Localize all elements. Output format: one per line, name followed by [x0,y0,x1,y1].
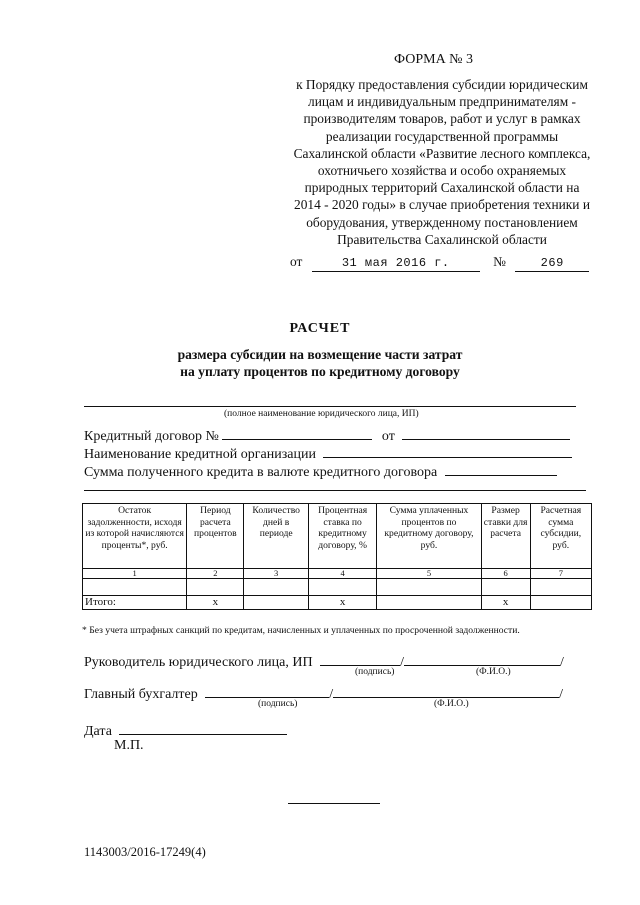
column-number: 6 [481,569,530,579]
slash: / [559,655,564,670]
column-number: 4 [308,569,376,579]
credit-agreement-number-field[interactable] [222,425,372,440]
table-cell[interactable] [83,579,187,596]
total-label: Итого: [83,596,187,610]
signature-caption: (подпись) [355,667,395,677]
order-reference [290,254,589,272]
column-header: Процентная ставка по кредитному договору, % [308,504,376,569]
order-date: 31 мая 2016 г. [312,256,480,272]
credit-amount-continuation-line[interactable] [84,490,586,491]
total-cell: х [308,596,376,610]
table-cell[interactable] [308,579,376,596]
column-header: Размер ставки для расчета [481,504,530,569]
appendix-line: 2014 - 2020 годы» в случае приобретения техники и [294,197,590,213]
appendix-line: реализации государственной программы [325,128,559,144]
number-label: № [493,254,506,269]
column-number: 3 [244,569,308,579]
document-title: РАСЧЕТ [289,321,351,336]
total-cell[interactable] [377,596,481,610]
appendix-reference [262,76,622,248]
signature-caption: (подпись) [258,699,298,709]
credit-agreement-from-label: от [381,429,395,444]
footnote: * Без учета штрафных санкций по кредитам, начисленных и уплаченных по просроченной задолженности. [82,625,520,636]
slash: / [559,687,564,702]
appendix-line: охотничьего хозяйства и особо охраняемых [317,163,567,179]
column-number: 2 [187,569,244,579]
head-signature-field[interactable] [320,651,400,666]
accountant-name-field[interactable] [333,683,559,698]
appendix-line: Правительства Сахалинской области [337,231,547,247]
head-name-field[interactable] [404,651,560,666]
calculation-table [82,503,592,610]
table-cell[interactable] [377,579,481,596]
slash: / [400,655,404,670]
credit-agreement-date-field[interactable] [402,425,570,440]
credit-amount-label: Сумма полученного кредита в валюте кредитного договора [84,465,438,480]
date-field[interactable] [119,720,287,735]
column-header: Период расчета процентов [187,504,244,569]
column-header: Остаток задолженности, исходя из которой начисляются проценты*, руб. [83,504,187,569]
divider-line [288,803,380,804]
credit-amount-row [84,461,557,481]
head-label: Руководитель юридического лица, ИП [84,655,313,670]
stamp-place-label: М.П. [114,738,144,753]
entity-name-caption: (полное наименование юридического лица, ИП) [224,409,419,419]
appendix-line: производителям товаров, работ и услуг в рамках [303,111,581,127]
column-header: Количество дней в периоде [244,504,308,569]
name-caption: (Ф.И.О.) [434,699,469,709]
table-cell[interactable] [481,579,530,596]
column-number: 5 [377,569,481,579]
table-total-row [83,596,592,610]
table-cell[interactable] [530,579,591,596]
column-number-row [83,569,592,579]
column-number: 1 [83,569,187,579]
credit-agreement-label: Кредитный договор № [84,429,219,444]
slash: / [329,687,334,702]
appendix-line: оборудования, утвержденному постановлением [306,214,578,230]
table-cell[interactable] [187,579,244,596]
total-cell[interactable] [244,596,308,610]
appendix-line: лицам и индивидуальным предпринимателям - [308,94,576,110]
subtitle-line: размера субсидии на возмещение части затрат [177,347,463,362]
table-row [83,579,592,596]
column-header: Сумма уплаченных процентов по кредитному договору, руб. [377,504,481,569]
subtitle-line: на уплату процентов по кредитному договору [180,364,460,379]
total-cell: х [187,596,244,610]
appendix-line: к Порядку предоставления субсидии юридическим [296,77,588,92]
document-subtitle [0,346,640,380]
total-cell[interactable] [530,596,591,610]
accountant-signature-field[interactable] [205,683,329,698]
order-number: 269 [515,256,589,272]
credit-agreement-row [84,425,570,445]
date-row [84,720,287,740]
from-label: от [290,254,303,269]
credit-org-row [84,443,572,463]
form-number: ФОРМА № 3 [394,52,474,67]
document-number: 1143003/2016-17249(4) [84,845,206,859]
credit-amount-field[interactable] [445,461,557,476]
appendix-line: природных территорий Сахалинской области на [304,180,580,196]
name-caption: (Ф.И.О.) [476,667,511,677]
accountant-label: Главный бухгалтер [84,687,198,702]
column-number: 7 [530,569,591,579]
credit-org-label: Наименование кредитной организации [84,447,316,462]
appendix-line: Сахалинской области «Развитие лесного комплекса, [293,145,591,161]
table-cell[interactable] [244,579,308,596]
total-cell: х [481,596,530,610]
column-header: Расчетная сумма субсидии, руб. [530,504,591,569]
credit-org-field[interactable] [323,443,572,458]
entity-name-line[interactable] [84,406,576,407]
table-header-row [83,504,592,569]
accountant-signature-row [84,683,563,703]
date-label: Дата [84,724,112,739]
